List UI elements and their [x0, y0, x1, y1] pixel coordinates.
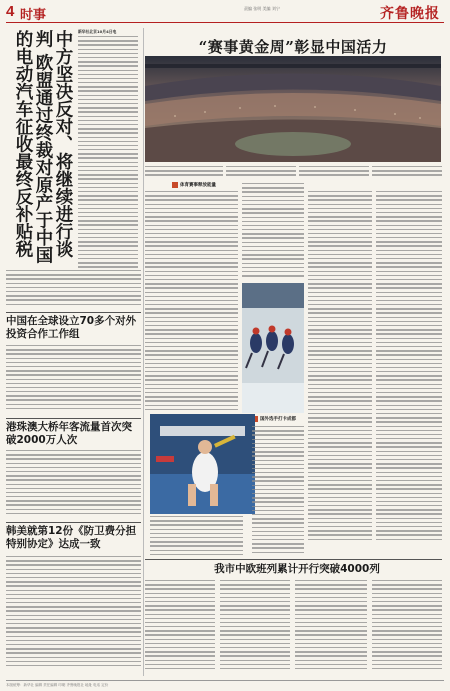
- story-body: [6, 450, 141, 520]
- column-divider: [143, 28, 144, 676]
- story-body: [372, 580, 442, 676]
- story-body: [220, 580, 290, 676]
- page-header: [6, 3, 444, 23]
- feature-body-col2: [242, 183, 304, 281]
- lead-body-col2: [6, 270, 141, 310]
- feature-subhead-1: 体育赛事释放能量: [172, 181, 292, 190]
- skating-photo: [242, 283, 304, 413]
- story-body: [6, 345, 141, 415]
- feature-body-intro: [145, 166, 223, 180]
- page-number: 4: [6, 3, 15, 20]
- divider: [6, 418, 141, 419]
- story-body: [6, 556, 141, 674]
- story-body: [295, 580, 367, 676]
- feature-body-intro: [226, 166, 296, 180]
- section-name: 时事: [20, 8, 47, 23]
- divider: [6, 522, 141, 523]
- feature-body-col5: [308, 191, 372, 557]
- bullet-icon: [172, 182, 178, 188]
- feature-body-col4: [252, 426, 304, 556]
- feature-body-col3: [150, 516, 243, 558]
- lead-body-col1: [78, 36, 138, 274]
- feature-subhead-2: 国外选手打卡成都: [252, 415, 312, 424]
- lead-dateline: 新华社北京10月4日电: [78, 29, 117, 34]
- feature-body-col6: [376, 191, 442, 557]
- page-footer: 本版统筹：新华社 编辑 责任编辑 印刷 齐鲁晚报社 地址 电话 定价: [6, 680, 444, 688]
- feature-headline: “赛事黄金周”彰显中国活力: [198, 38, 388, 56]
- story-body: [145, 580, 215, 676]
- story-headline: 中国在全球设立70多个对外投资合作工作组: [6, 315, 137, 340]
- feature-body-col1: [145, 191, 238, 415]
- stadium-photo: [145, 56, 441, 162]
- editor-credits: 责编 张明 美编 刘宁: [244, 6, 280, 11]
- divider: [145, 559, 442, 560]
- feature-body-intro: [299, 166, 369, 180]
- tennis-photo: [150, 414, 255, 514]
- masthead-logo: 齐鲁晚报: [380, 6, 440, 22]
- feature-body-intro: [372, 166, 442, 180]
- lead-headline: 中方坚决反对、将继续进行谈判 欧盟通过终裁对原产于中国的电动汽车征收最终反补贴税: [13, 30, 73, 264]
- story-headline: 我市中欧班列累计开行突破4000列: [214, 563, 380, 575]
- divider: [6, 312, 141, 313]
- story-headline: 港珠澳大桥年客流量首次突破2000万人次: [6, 421, 132, 446]
- story-headline: 韩美就第12份《防卫费分担特别协定》达成一致: [6, 525, 137, 550]
